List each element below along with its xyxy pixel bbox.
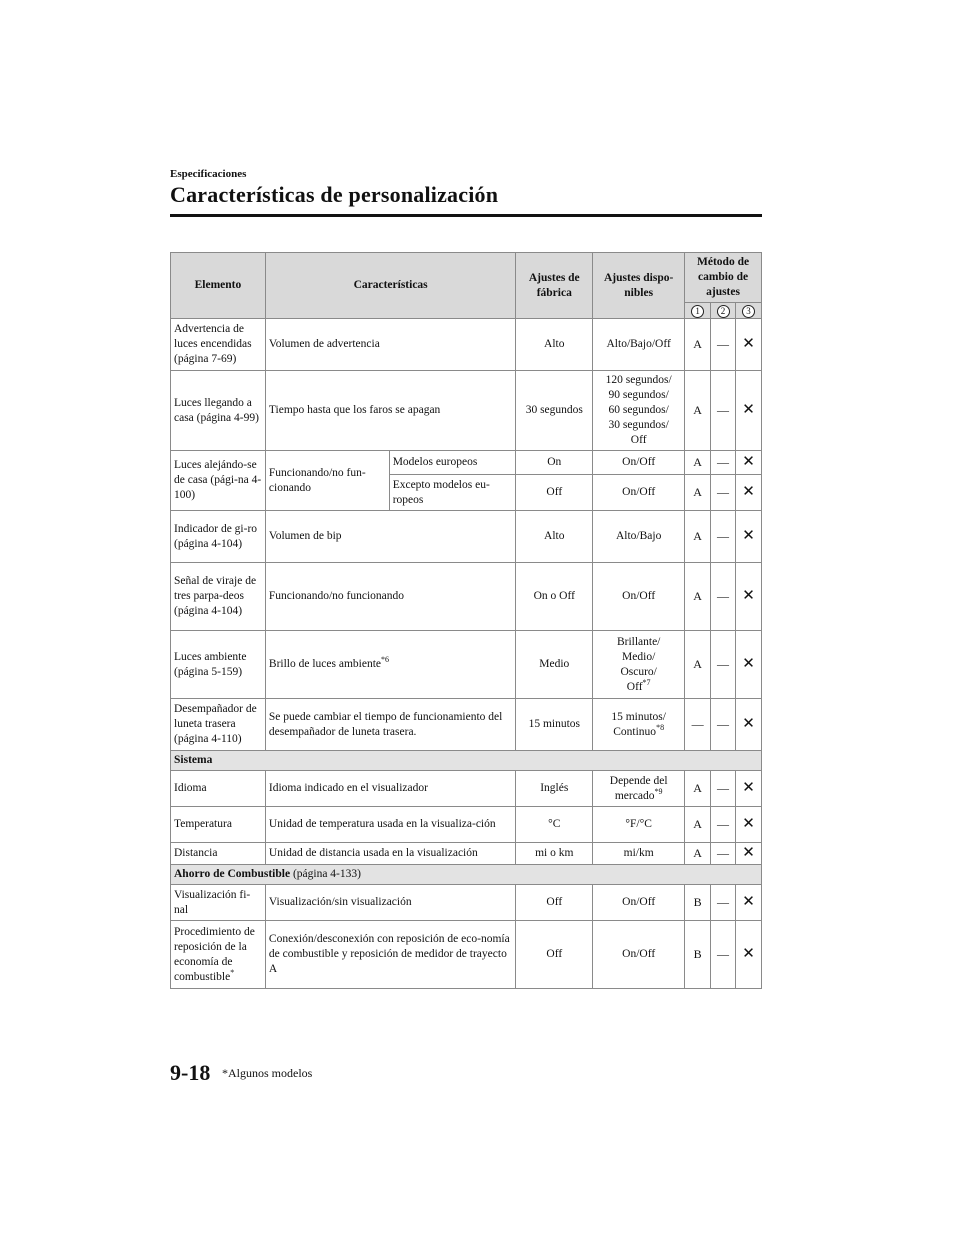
- method-3-value: ✕: [736, 475, 762, 511]
- table-row: [171, 563, 762, 631]
- method-1-value: B: [685, 921, 711, 989]
- row-modelo: Modelos europeos: [389, 451, 516, 475]
- row-caracteristica: Funcionando/no fun-cionando: [265, 451, 389, 511]
- row-caracteristica: Volumen de advertencia: [265, 319, 515, 371]
- row-disponibles: Alto/Bajo: [593, 511, 685, 563]
- method-3-value: ✕: [736, 885, 762, 921]
- row-caracteristica: Funcionando/no funcionando: [265, 563, 515, 631]
- method-3-value: ✕: [736, 771, 762, 807]
- table-row: [171, 631, 762, 699]
- row-elemento: Procedimiento de reposición de la economía de combustible*: [171, 921, 266, 989]
- table-row: [171, 843, 762, 865]
- method-3-value: ✕: [736, 563, 762, 631]
- method-2-value: —: [711, 319, 736, 371]
- method-1-value: A: [685, 631, 711, 699]
- table-row: [171, 371, 762, 451]
- method-1-value: A: [685, 511, 711, 563]
- row-elemento: Distancia: [171, 843, 266, 865]
- row-caracteristica: Visualización/sin visualización: [265, 885, 515, 921]
- method-3-value: ✕: [736, 319, 762, 371]
- row-fabrica: Alto: [516, 511, 593, 563]
- table-row: [171, 319, 762, 371]
- header-elemento: Elemento: [171, 253, 266, 319]
- method-2-value: —: [711, 451, 736, 475]
- row-disponibles: 15 minutos/ Continuo$^{*8}$: [593, 699, 685, 751]
- row-fabrica: mi o km: [516, 843, 593, 865]
- row-elemento: Luces llegando a casa (página 4-99): [171, 371, 266, 451]
- method-2-value: —: [711, 699, 736, 751]
- row-caracteristica: Volumen de bip: [265, 511, 515, 563]
- method-3-value: ✕: [736, 631, 762, 699]
- method-1-value: A: [685, 843, 711, 865]
- method-2-value: —: [711, 843, 736, 865]
- method-3-value: ✕: [736, 451, 762, 475]
- method-3-value: ✕: [736, 371, 762, 451]
- section-ref: (página 4-133): [292, 868, 361, 880]
- method-1-value: A: [685, 807, 711, 843]
- method-2-value: —: [711, 921, 736, 989]
- row-disponibles: On/Off: [593, 921, 685, 989]
- table-row: [171, 699, 762, 751]
- method-1-value: A: [685, 371, 711, 451]
- row-fabrica: Off: [516, 885, 593, 921]
- row-fabrica: Off: [516, 475, 593, 511]
- method-2-value: —: [711, 511, 736, 563]
- method-2-value: —: [711, 771, 736, 807]
- method-2-value: —: [711, 885, 736, 921]
- row-disponibles: Depende del mercado$^{*9}$: [593, 771, 685, 807]
- page-title: Características de personalización: [170, 182, 499, 207]
- page-number: 9-18: [170, 1060, 211, 1085]
- footnote-marker: *: [230, 967, 235, 977]
- row-disponibles: On/Off: [593, 475, 685, 511]
- title-divider: [170, 214, 762, 217]
- method-1-value: A: [685, 563, 711, 631]
- row-fabrica: Alto: [516, 319, 593, 371]
- row-disponibles: Alto/Bajo/Off: [593, 319, 685, 371]
- section-label-sistema: Sistema: [171, 751, 762, 771]
- table-row: [171, 921, 762, 989]
- method-2-value: —: [711, 563, 736, 631]
- method-2-value: —: [711, 371, 736, 451]
- table-row: [171, 451, 762, 475]
- row-disponibles: On/Off: [593, 451, 685, 475]
- method-2-icon: 2: [711, 303, 736, 319]
- method-3-value: ✕: [736, 699, 762, 751]
- footnote-marker: *8: [656, 722, 665, 732]
- row-elemento: Advertencia de luces encendidas (página 7-69): [171, 319, 266, 371]
- row-disponibles: °F/°C: [593, 807, 685, 843]
- row-fabrica: °C: [516, 807, 593, 843]
- row-elemento: Desempañador de luneta trasera (página 4-110): [171, 699, 266, 751]
- method-1-value: —: [685, 699, 711, 751]
- method-2-value: —: [711, 807, 736, 843]
- row-caracteristica: Tiempo hasta que los faros se apagan: [265, 371, 515, 451]
- row-caracteristica: Brillo de luces ambiente$^{*6}$: [265, 631, 515, 699]
- method-3-value: ✕: [736, 807, 762, 843]
- row-disponibles: mi/km: [593, 843, 685, 865]
- method-2-value: —: [711, 475, 736, 511]
- row-caracteristica: Unidad de distancia usada en la visualización: [265, 843, 515, 865]
- row-caracteristica: Unidad de temperatura usada en la visualiza-ción: [265, 807, 515, 843]
- method-1-value: A: [685, 451, 711, 475]
- row-disponibles: On/Off: [593, 885, 685, 921]
- row-fabrica: Off: [516, 921, 593, 989]
- section-label: Especificaciones: [170, 168, 247, 180]
- row-caracteristica: Idioma indicado en el visualizador: [265, 771, 515, 807]
- row-modelo: Excepto modelos eu-ropeos: [389, 475, 516, 511]
- section-row-sistema: [171, 751, 762, 771]
- row-disponibles: On/Off: [593, 563, 685, 631]
- method-3-value: ✕: [736, 511, 762, 563]
- table-header-row: [171, 253, 762, 303]
- row-disponibles: 120 segundos/ 90 segundos/ 60 segundos/ 30 segundos/ Off: [593, 371, 685, 451]
- method-1-value: A: [685, 771, 711, 807]
- header-ajustes-fabrica: Ajustes de fábrica: [516, 253, 593, 319]
- footnote-marker: *6: [381, 655, 389, 665]
- row-caracteristica: Se puede cambiar el tiempo de funcionamiento del desempañador de luneta trasera.: [265, 699, 515, 751]
- row-fabrica: 30 segundos: [516, 371, 593, 451]
- method-2-value: —: [711, 631, 736, 699]
- table-row: [171, 885, 762, 921]
- row-disponibles: Brillante/ Medio/ Oscuro/ Off$^{*7}$: [593, 631, 685, 699]
- method-3-value: ✕: [736, 921, 762, 989]
- row-elemento: Temperatura: [171, 807, 266, 843]
- section-row-ahorro: [171, 865, 762, 885]
- row-elemento: Señal de viraje de tres parpa-deos (página 4-104): [171, 563, 266, 631]
- header-caracteristicas: Características: [265, 253, 515, 319]
- footnote: *Algunos modelos: [222, 1066, 313, 1080]
- footnote-marker: *9: [654, 786, 663, 796]
- method-1-icon: 1: [685, 303, 711, 319]
- table-row: [171, 771, 762, 807]
- row-caracteristica: Conexión/desconexión con reposición de eco-nomía de combustible y reposición de medidor de trayecto A: [265, 921, 515, 989]
- method-1-value: B: [685, 885, 711, 921]
- method-1-value: A: [685, 475, 711, 511]
- table-row: [171, 807, 762, 843]
- customization-table: [170, 252, 762, 989]
- row-fabrica: On o Off: [516, 563, 593, 631]
- row-fabrica: On: [516, 451, 593, 475]
- row-elemento: Idioma: [171, 771, 266, 807]
- table-row: [171, 511, 762, 563]
- method-1-value: A: [685, 319, 711, 371]
- row-fabrica: 15 minutos: [516, 699, 593, 751]
- row-fabrica: Inglés: [516, 771, 593, 807]
- method-3-value: ✕: [736, 843, 762, 865]
- row-elemento: Luces alejándo-se de casa (pági-na 4-100): [171, 451, 266, 511]
- section-label-ahorro: Ahorro de Combustible (página 4-133): [171, 865, 762, 885]
- footnote-marker: *7: [642, 677, 651, 687]
- row-elemento: Visualización fi-nal: [171, 885, 266, 921]
- header-metodo: Método de cambio de ajustes: [685, 253, 762, 303]
- method-3-icon: 3: [736, 303, 762, 319]
- row-elemento: Indicador de gi-ro (página 4-104): [171, 511, 266, 563]
- header-ajustes-disponibles: Ajustes dispo- nibles: [593, 253, 685, 319]
- row-fabrica: Medio: [516, 631, 593, 699]
- row-elemento: Luces ambiente (página 5-159): [171, 631, 266, 699]
